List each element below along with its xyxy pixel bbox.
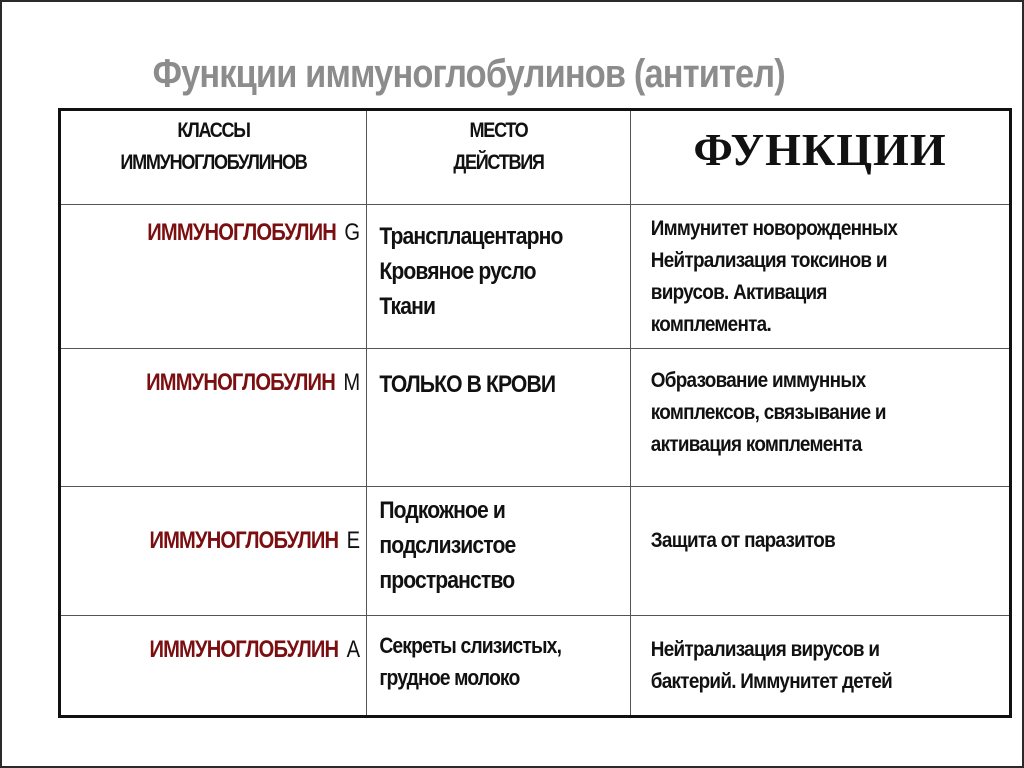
function-cell bbox=[631, 486, 1011, 616]
header-functions bbox=[631, 110, 1011, 205]
function-cell bbox=[631, 349, 1011, 487]
function-line: комплексов, связывание и bbox=[650, 401, 886, 425]
header-classes bbox=[60, 110, 367, 205]
header-classes-line-1: КЛАССЫ bbox=[177, 119, 250, 142]
header-place-line-2: ДЕЙСТВИЯ bbox=[453, 151, 544, 174]
class-label bbox=[110, 369, 366, 397]
class-letter: G bbox=[344, 219, 360, 247]
place-line: Кровяное русло bbox=[379, 258, 536, 286]
place-cell bbox=[367, 349, 631, 487]
class-letter: M bbox=[343, 369, 360, 397]
function-line: Защита от паразитов bbox=[650, 528, 836, 552]
header-place bbox=[367, 110, 631, 205]
function-cell bbox=[631, 616, 1011, 717]
place-line: пространство bbox=[379, 566, 515, 594]
function-line: Образование иммунных bbox=[650, 369, 866, 393]
function-line: Нейтрализация токсинов и bbox=[650, 249, 887, 273]
place-cell bbox=[367, 616, 631, 717]
place-line: грудное молоко bbox=[379, 665, 520, 691]
place-line: ТОЛЬКО В КРОВИ bbox=[379, 371, 556, 399]
place-cell bbox=[367, 486, 631, 616]
header-functions-label: ФУНКЦИИ bbox=[693, 124, 947, 175]
class-cell bbox=[60, 349, 367, 487]
header-classes-line-2: ИММУНОГЛОБУЛИНОВ bbox=[120, 151, 307, 174]
place-line: подслизистое bbox=[379, 531, 516, 559]
class-cell bbox=[60, 205, 367, 349]
class-name: ИММУНОГЛОБУЛИН bbox=[147, 219, 337, 247]
function-line: вирусов. Активация bbox=[650, 281, 827, 305]
class-label bbox=[110, 219, 366, 247]
function-line: комплемента. bbox=[650, 313, 772, 337]
function-cell bbox=[631, 205, 1011, 349]
class-letter: A bbox=[346, 636, 360, 664]
immunoglobulin-table bbox=[58, 108, 1012, 718]
class-cell bbox=[60, 616, 367, 717]
table-row bbox=[60, 349, 1011, 487]
table-row bbox=[60, 616, 1011, 717]
place-line: Ткани bbox=[379, 293, 436, 321]
header-place-line-1: МЕСТО bbox=[469, 119, 528, 142]
function-line: бактерий. Иммунитет детей bbox=[650, 670, 893, 694]
function-line: Иммунитет новорожденных bbox=[650, 217, 898, 241]
table-row bbox=[60, 205, 1011, 349]
table-header-row bbox=[60, 110, 1011, 205]
class-label bbox=[110, 527, 366, 555]
place-line: Трансплацентарно bbox=[379, 223, 563, 251]
class-name: ИММУНОГЛОБУЛИН bbox=[146, 369, 335, 397]
slide-title: Функции иммуноглобулинов (антител) bbox=[152, 52, 785, 96]
class-letter: E bbox=[346, 526, 360, 554]
class-name: ИММУНОГЛОБУЛИН bbox=[149, 526, 339, 554]
class-name: ИММУНОГЛОБУЛИН bbox=[149, 636, 339, 664]
table-row bbox=[60, 486, 1011, 616]
class-cell bbox=[60, 486, 367, 616]
place-line: Подкожное и bbox=[379, 496, 505, 524]
function-line: Нейтрализация вирусов и bbox=[650, 638, 880, 662]
function-line: активация комплемента bbox=[650, 433, 862, 457]
place-line: Секреты слизистых, bbox=[379, 633, 562, 659]
place-cell bbox=[367, 205, 631, 349]
class-label bbox=[110, 636, 366, 664]
